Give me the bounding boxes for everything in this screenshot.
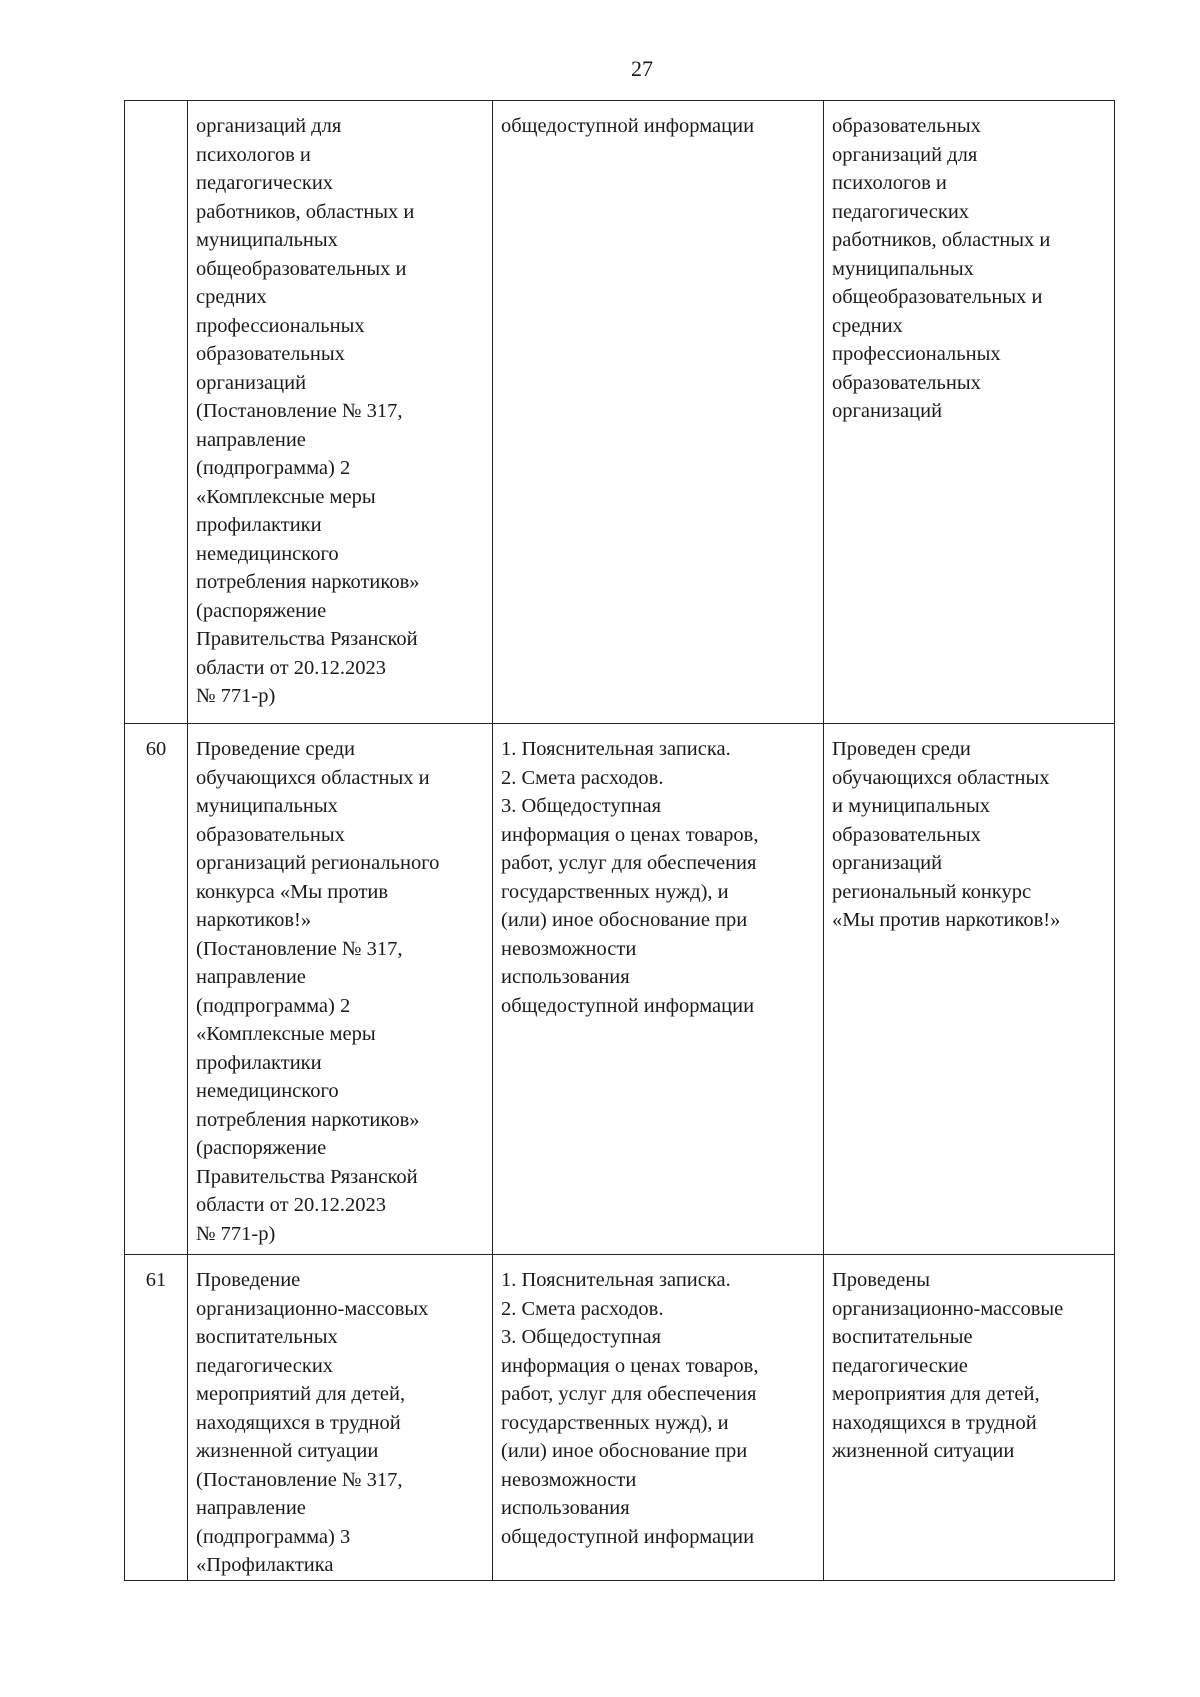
event-cell: Проведение среди обучающихся областных и муниципальных образовательных организаций регионального конкурса «Мы против наркотиков!» (Постановление № 317, направление (подпрограмма) 2 «Комплексные меры профилактики немедицинского потребления наркотиков» (распоряжение Правительства Рязанской области от 20.12.2023 № 771-р)	[188, 724, 493, 1255]
row-number-cell	[125, 101, 188, 724]
table-row	[125, 724, 1115, 1255]
table-row	[125, 1255, 1115, 1581]
documents-cell: 1. Пояснительная записка. 2. Смета расходов. 3. Общедоступная информация о ценах товаров, работ, услуг для обеспечения государственных нужд), и (или) иное обоснование при невозможности использования общедоступной информации	[493, 724, 824, 1255]
measures-table	[124, 100, 1115, 1581]
result-cell: образовательных организаций для психологов и педагогических работников, областных и муниципальных общеобразовательных и средних профессиональных образовательных организаций	[824, 101, 1115, 724]
result-cell: Проведены организационно-массовые воспитательные педагогические мероприятия для детей, находящихся в трудной жизненной ситуации	[824, 1255, 1115, 1581]
event-cell: Проведение организационно-массовых воспитательных педагогических мероприятий для детей, находящихся в трудной жизненной ситуации (Постановление № 317, направление (подпрограмма) 3 «Профилактика	[188, 1255, 493, 1581]
page-number: 27	[631, 56, 653, 81]
documents-cell: 1. Пояснительная записка. 2. Смета расходов. 3. Общедоступная информация о ценах товаров, работ, услуг для обеспечения государственных нужд), и (или) иное обоснование при невозможности использования общедоступной информации	[493, 1255, 824, 1581]
table-row	[125, 101, 1115, 724]
result-cell: Проведен среди обучающихся областных и муниципальных образовательных организаций региональный конкурс «Мы против наркотиков!»	[824, 724, 1115, 1255]
row-number-cell: 60	[125, 724, 188, 1255]
row-number-cell: 61	[125, 1255, 188, 1581]
event-cell: организаций для психологов и педагогических работников, областных и муниципальных общеобразовательных и средних профессиональных образовательных организаций (Постановление № 317, направление (подпрограмма) 2 «Комплексные меры профилактики немедицинского потребления наркотиков» (распоряжение Правительства Рязанской области от 20.12.2023 № 771-р)	[188, 101, 493, 724]
documents-cell: общедоступной информации	[493, 101, 824, 724]
